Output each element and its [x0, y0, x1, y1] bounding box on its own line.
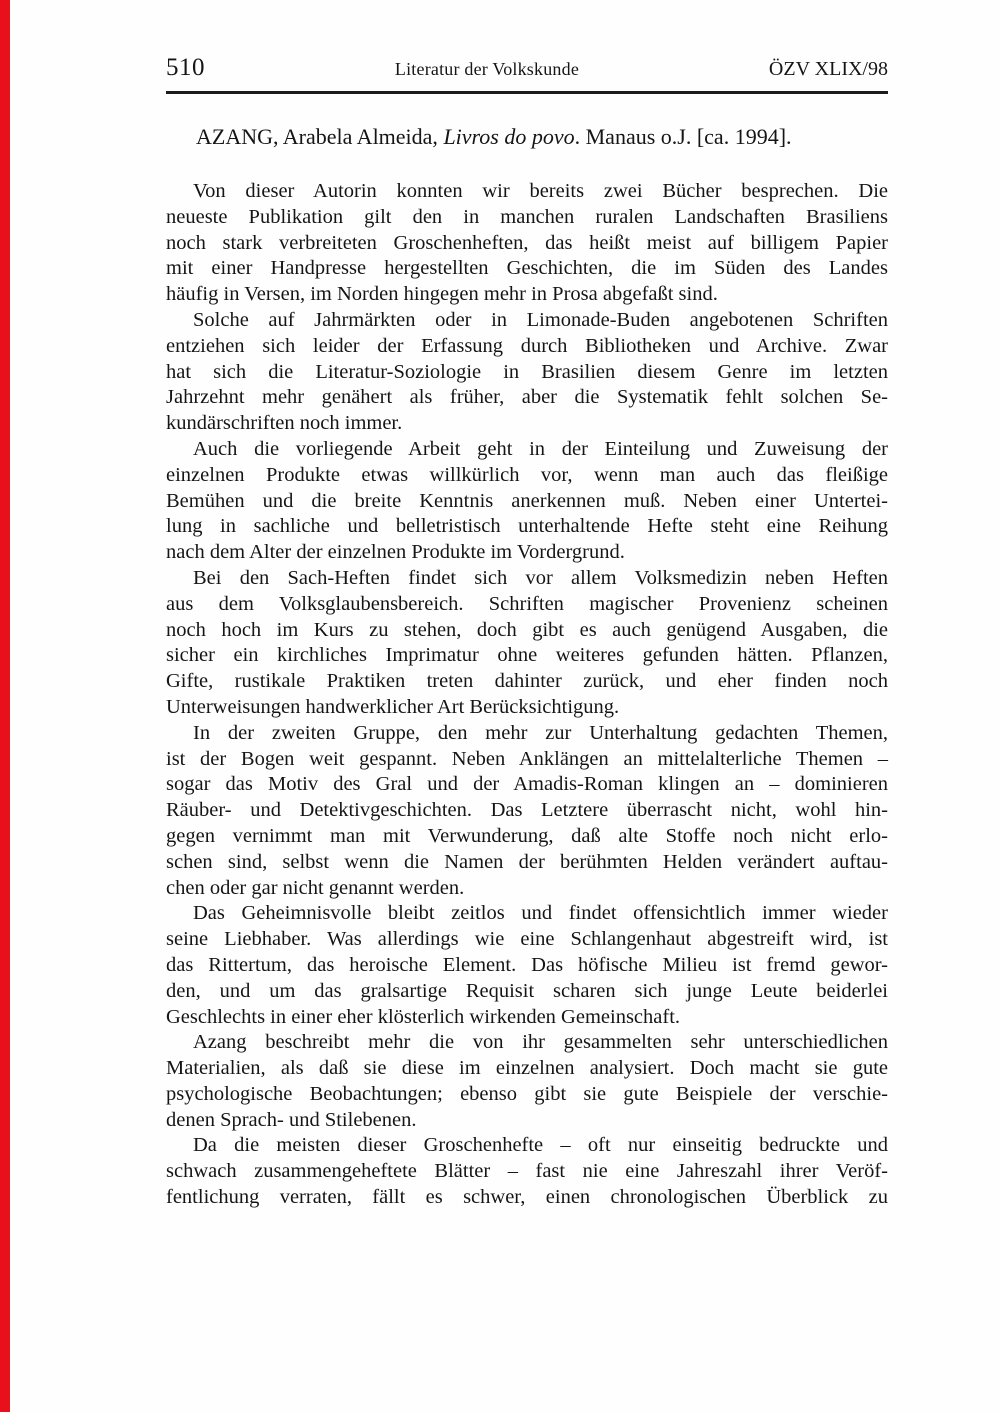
- entry-title-italic: Livros do povo: [443, 124, 575, 149]
- text-line: Jahrzehnt mehr genähert als früher, aber die Systematik fehlt solchen Se-: [166, 386, 888, 409]
- text-line: denen Sprach- und Stilebenen.: [166, 1108, 417, 1131]
- paragraph: [166, 308, 888, 437]
- paragraph: [166, 1133, 888, 1210]
- paragraph: [166, 179, 888, 308]
- text-line: Geschlechts in einer eher klösterlich wirkenden Gemeinschaft.: [166, 1005, 681, 1028]
- page-content: [166, 54, 888, 1211]
- text-line: noch hoch im Kurs zu stehen, doch gibt es auch genügend Ausgaben, die: [166, 618, 888, 641]
- text-line: Gifte, rustikale Praktiken treten dahinter zurück, und eher finden noch: [166, 670, 888, 693]
- paragraphs: [166, 179, 888, 1211]
- text-line: sicher ein kirchliches Imprimatur ohne weiteres gefunden hätten. Pflanzen,: [166, 644, 888, 667]
- text-line: aus dem Volksglaubensbereich. Schriften magischer Provenienz scheinen: [166, 592, 888, 615]
- text-line: Das Geheimnisvolle bleibt zeitlos und findet offensichtlich immer wieder: [193, 902, 888, 925]
- text-line: Unterweisungen handwerklicher Art Berücksichtigung.: [166, 695, 620, 718]
- text-line: seine Liebhaber. Was allerdings wie eine Schlangenhaut abgestreift wird, ist: [166, 928, 888, 951]
- text-line: häufig in Versen, im Norden hingegen mehr in Prosa abgefaßt sind.: [166, 283, 718, 306]
- paragraph: [166, 1030, 888, 1133]
- red-spine-stripe: [0, 0, 10, 1412]
- text-line: Auch die vorliegende Arbeit geht in der Einteilung und Zuweisung der: [193, 437, 888, 460]
- text-line: schwach zusammengeheftete Blätter – fast nie eine Jahreszahl ihrer Veröf-: [166, 1160, 888, 1183]
- paragraph: [166, 721, 888, 902]
- page-number: 510: [166, 54, 205, 81]
- header-issue-label: ÖZV XLIX/98: [768, 58, 888, 80]
- text-line: neueste Publikation gilt den in manchen ruralen Landschaften Brasiliens: [166, 205, 888, 228]
- text-line: nach dem Alter der einzelnen Produkte im Vordergrund.: [166, 541, 625, 564]
- text-line: lung in sachliche und belletristisch unterhaltende Hefte steht eine Reihung: [166, 515, 888, 538]
- entry-author: AZANG, Arabela Almeida,: [196, 124, 444, 149]
- text-line: Bei den Sach-Heften findet sich vor allem Volksmedizin neben Heften: [193, 566, 888, 589]
- text-line: mit einer Handpresse hergestellten Geschichten, die im Süden des Landes: [166, 257, 888, 280]
- entry-heading: [166, 124, 888, 150]
- header-section-title: Literatur der Volkskunde: [394, 59, 580, 79]
- text-line: Azang beschreibt mehr die von ihr gesammelten sehr unterschiedlichen: [193, 1031, 888, 1054]
- text-line: Räuber- und Detektivgeschichten. Das Letztere überrascht nicht, wohl hin-: [166, 799, 888, 822]
- header-rule: [166, 91, 888, 94]
- text-line: den, und um das gralsartige Requisit scharen sich junge Leute beiderlei: [166, 979, 888, 1002]
- text-line: einzelnen Produkte etwas willkürlich vor, wenn man auch das fleißige: [166, 463, 888, 486]
- text-line: entziehen sich leider der Erfassung durch Bibliotheken und Archive. Zwar: [166, 334, 888, 357]
- text-line: Solche auf Jahrmärkten oder in Limonade-Buden angebotenen Schriften: [193, 308, 888, 331]
- text-line: das Rittertum, das heroische Element. Das höfische Milieu ist fremd gewor-: [166, 953, 888, 976]
- text-line: schen sind, selbst wenn die Namen der berühmten Helden verändert auftau-: [166, 850, 888, 873]
- entry-imprint: . Manaus o.J. [ca. 1994].: [574, 124, 792, 149]
- text-line: psychologische Beobachtungen; ebenso gibt sie gute Beispiele der verschie-: [166, 1082, 888, 1105]
- text-line: chen oder gar nicht genannt werden.: [166, 876, 465, 899]
- text-line: Von dieser Autorin konnten wir bereits zwei Bücher besprechen. Die: [193, 180, 888, 202]
- text-line: Materialien, als daß sie diese im einzelnen analysiert. Doch macht sie gute: [166, 1057, 888, 1080]
- text-line: In der zweiten Gruppe, den mehr zur Unterhaltung gedachten Themen,: [193, 721, 888, 744]
- paragraph: [166, 901, 888, 1030]
- text-line: hat sich die Literatur-Soziologie in Brasilien diesem Genre im letzten: [166, 360, 888, 383]
- text-line: gegen vernimmt man mit Verwunderung, daß alte Stoffe noch nicht erlo-: [166, 824, 888, 847]
- paragraph: [166, 566, 888, 721]
- text-line: Bemühen und die breite Kenntnis anerkennen muß. Neben einer Untertei-: [166, 489, 888, 512]
- text-line: ist der Bogen weit gespannt. Neben Anklängen an mittelalterliche Themen –: [166, 747, 888, 770]
- text-line: sogar das Motiv des Gral und der Amadis-Roman klingen an – dominieren: [166, 773, 888, 796]
- text-line: kundärschriften noch immer.: [166, 412, 403, 435]
- text-line: fentlichung verraten, fällt es schwer, einen chronologischen Überblick zu: [166, 1186, 888, 1209]
- running-header: [166, 54, 888, 82]
- text-line: noch stark verbreiteten Groschenheften, das heißt meist auf billigem Papier: [166, 231, 888, 254]
- text-line: Da die meisten dieser Groschenhefte – oft nur einseitig bedruckte und: [193, 1134, 888, 1157]
- paragraph: [166, 437, 888, 566]
